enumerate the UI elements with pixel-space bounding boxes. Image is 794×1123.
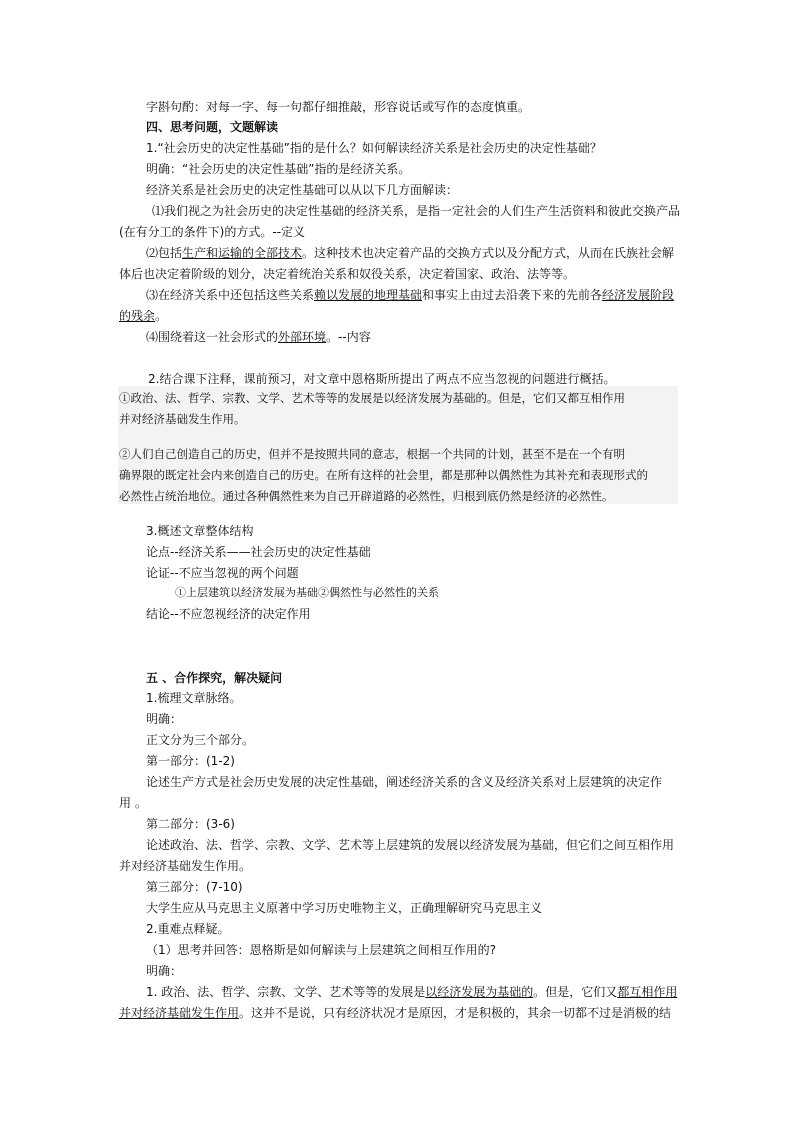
underlined-phrase: 生产和运输的全部技术 xyxy=(182,246,303,260)
parts-intro: 正文分为三个部分。 xyxy=(146,733,255,747)
quote-2-line3: 必然性占统治地位。通过各种偶然性来为自己开辟道路的必然性，归根到底仍然是经济的必然性。 xyxy=(119,489,614,503)
point-3-line1: ⑶在经济关系中还包括这些关系赖以发展的地理基础和事实上由过去沿袭下来的先前各经济发展阶段 xyxy=(146,288,675,302)
part-3-label: 第三部分：(7-10) xyxy=(146,880,243,894)
underlined-phrase: 以经济发展为基础的 xyxy=(425,985,534,999)
point-2-line2: 体后也决定着阶级的划分，决定着统治关系和奴役关系，决定着国家、政治、法等等。 xyxy=(119,267,576,281)
conclusion: 结论--不应忽视经济的决定作用 xyxy=(146,607,311,621)
answer-line2: 并对经济基础发生作用。这并不是说，只有经济状况才是原因，才是积极的，其余一切都不过是消极的结 xyxy=(119,1006,672,1020)
point-1-line2: (在有分工的条件下)的方式。--定义 xyxy=(119,225,306,239)
question-3: 3.概述文章整体结构 xyxy=(146,524,254,538)
part-2-line2: 并对经济基础发生作用。 xyxy=(119,859,252,873)
answer-1-intro: 经济关系是社会历史的决定性基础可以从以下几方面解读： xyxy=(146,183,459,197)
quote-2-line1: ②人们自己创造自己的历史，但并不是按照共同的意志，根据一个共同的计划，甚至不是在一个有明 xyxy=(119,447,625,461)
clear-label-1: 明确： xyxy=(146,712,183,726)
quote-1-line1: ①政治、法、哲学、宗教、文学、艺术等等的发展是以经济发展为基础的。但是，它们又都互相作用 xyxy=(119,391,625,405)
argument-sub: ①上层建筑以经济发展为基础②偶然性与必然性的关系 xyxy=(175,586,439,599)
intro-line: 字斟句酌：对每一字、每一句都仔细推敲，形容说话或写作的态度慎重。 xyxy=(146,100,531,114)
thesis: 论点--经济关系——社会历史的决定性基础 xyxy=(146,545,371,559)
part-1-line1: 论述生产方式是社会历史发展的决定性基础，阐述经济关系的含义及经济关系对上层建筑的决定作 xyxy=(146,775,663,789)
section4-heading: 四、思考问题，文题解读 xyxy=(146,120,279,134)
sub-question: （1）思考并回答：恩格斯是如何解读与上层建筑之间相互作用的? xyxy=(146,943,497,957)
question-1: 1.“社会历史的决定性基础”指的是什么？如何解读经济关系是社会历史的决定性基础？ xyxy=(146,141,602,155)
underlined-phrase: 经济发展阶段 xyxy=(602,288,675,302)
underlined-phrase: 外部环境 xyxy=(278,330,327,344)
underlined-phrase: 的残余 xyxy=(119,309,156,323)
point-4: ⑷围绕着这一社会形式的外部环境。--内容 xyxy=(146,330,371,344)
clear-label-2: 明确： xyxy=(146,964,183,978)
quote-1-line2: 并对经济基础发生作用。 xyxy=(119,412,246,426)
underlined-phrase: 都互相作用 xyxy=(617,985,678,999)
part-1-line2: 用 。 xyxy=(119,796,147,810)
underlined-phrase: 赖以发展的地理基础 xyxy=(314,288,423,302)
argument: 论证--不应当忽视的两个问题 xyxy=(146,566,299,580)
point-3-line2: 的残余。 xyxy=(119,309,168,323)
section5-question-1: 1.梳理文章脉络。 xyxy=(146,691,242,705)
answer-1: 明确：“社会历史的决定性基础”指的是经济关系。 xyxy=(146,162,411,176)
point-2-line1: ⑵包括生产和运输的全部技术。这种技术也决定着产品的交换方式以及分配方式，从而在氏族社会解 xyxy=(146,246,675,260)
underlined-phrase: 并对经济基础发生作用 xyxy=(119,1006,240,1020)
part-3-line1: 大学生应从马克思主义原著中学习历史唯物主义，正确理解研究马克思主义 xyxy=(146,901,543,915)
question-2: 2.结合课下注释，课前预习，对文章中恩格斯所提出了两点不应当忽视的问题进行概括。 xyxy=(148,372,616,386)
quote-2-line2: 确界限的既定社会内来创造自己的历史。在所有这样的社会里，都是那种以偶然性为其补充和表现形式的 xyxy=(119,468,648,482)
section5-question-2: 2.重难点释疑。 xyxy=(146,922,230,936)
part-1-label: 第一部分：(1-2) xyxy=(146,754,235,768)
part-2-label: 第二部分：(3-6) xyxy=(146,817,235,831)
point-1-line1: ⑴我们视之为社会历史的决定性基础的经济关系，是指一定社会的人们生产生活资料和彼此交换产品 xyxy=(152,204,681,218)
section5-heading: 五 、合作探究，解决疑问 xyxy=(146,671,283,685)
answer-line1: 1. 政治、法、哲学、宗教、文学、艺术等等的发展是以经济发展为基础的。但是，它们又都互相作用 xyxy=(146,985,678,999)
part-2-line1: 论述政治、法、哲学、宗教、文学、艺术等上层建筑的发展以经济发展为基础，但它们之间互相作用 xyxy=(146,838,675,852)
